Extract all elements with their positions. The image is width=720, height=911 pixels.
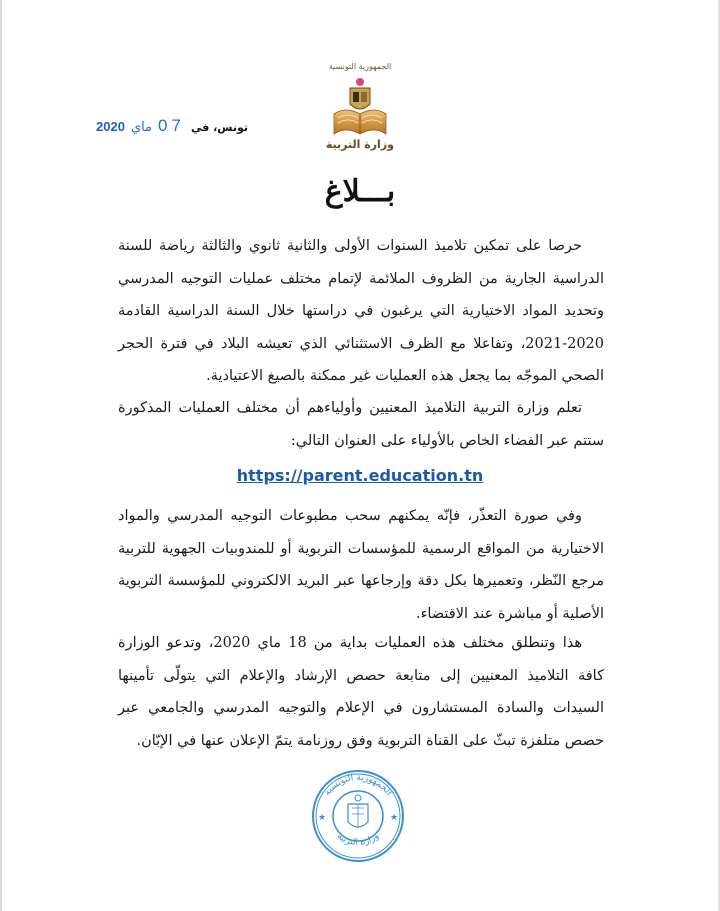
paragraph-3 [118,500,604,630]
paragraph-4 [118,627,604,757]
paragraph-1 [118,230,604,393]
svg-text:★: ★ [390,813,399,823]
ministry-emblem-book-icon [330,74,390,136]
logo-republic-text: الجمهورية التونسية [328,62,392,71]
svg-text:وزارة التربية [335,831,381,848]
date-label: تونس، في [190,121,248,134]
svg-text:الجمهورية التونسية [323,773,394,798]
stamp-outer-text: الجمهورية التونسية [322,772,394,798]
paragraph-3-text: وفي صورة التعذّر، فإنّه يمكنهم سحب مطبوعات التوجيه المدرسي والمواد الاختيارية من المواقع الرسمية للمؤسسات التربوية أو للمندوبيات الجهوية للتربية مرجع النّظر، وتعميرها بكل دقة وإرجاعها عبر البريد الالكتروني للمؤسسة التربوية الأصلية أو مباشرة عند الاقتضاء. [118,508,604,622]
page-edge-left [0,0,2,911]
paragraph-2-text: تعلم وزارة التربية التلاميذ المعنيين وأولياءهم أن مختلف العمليات المذكورة ستتم عبر الفضاء الخاص بالأولياء على العنوان التالي: [118,400,604,449]
url-line [0,466,720,485]
stamp-inner-text: وزارة التربية [334,831,382,848]
logo-ministry-text: وزارة التربية [325,138,394,151]
ministry-logo [322,62,398,158]
parent-portal-link[interactable]: https://parent.education.tn [236,466,484,485]
svg-text:★: ★ [318,813,327,823]
date-day: 07 [158,116,185,135]
paragraph-1-text: حرصا على تمكين تلاميذ السنوات الأولى والثانية ثانوي والثالثة رياضة للسنة الدراسية الجارية من الظروف الملائمة لإتمام مختلف عمليات التوجيه المدرسي وتحديد المواد الاختيارية التي يرغبون في دراستها خلال السنة الدراسية القادمة 2020-2021، وتفاعلا مع الظرف الاستثنائي الذي تعيشه البلاد في فترة الحجر الصحي الموجّه بما يجعل هذه العمليات غير ممكنة بالصيغ الاعتيادية. [118,238,604,384]
paragraph-4-text: هذا وتنطلق مختلف هذه العمليات بداية من 18 ماي 2020، وتدعو الوزارة كافة التلاميذ المعنيين إلى متابعة حصص الإرشاد والإعلام التي يتولّى تأمينها السيدات والسادة المستشارون في الإعلام والتوجيه المدرسي والجامعي عبر حصص متلفزة تبثّ على القناة التربوية وفق روزنامة يتمّ الإعلان عنها في الإبّان. [118,635,604,749]
document-title: بـــلاغ [324,174,396,209]
official-seal-icon [308,768,408,864]
date-month: ماي [130,120,153,135]
date-year: 2020 [96,119,125,134]
paragraph-2 [118,392,604,457]
document-date [96,116,248,136]
